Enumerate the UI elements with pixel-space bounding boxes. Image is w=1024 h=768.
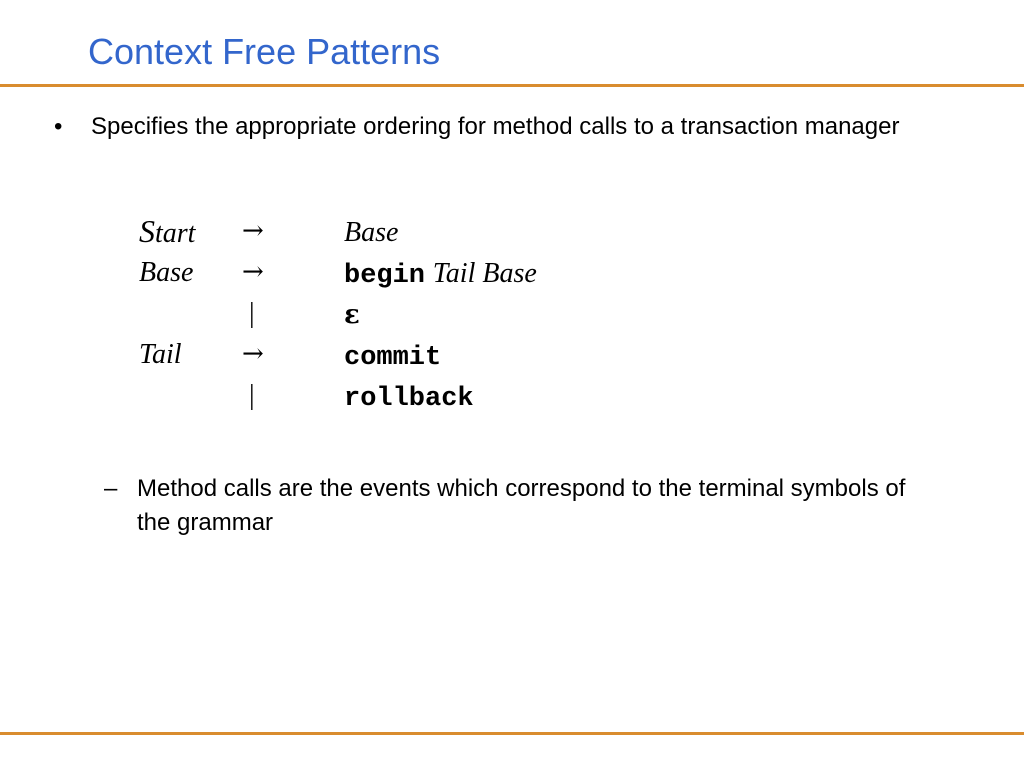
- grammar-rule: [139, 375, 639, 416]
- grammar-lhs-rest: Base: [139, 257, 194, 288]
- grammar-rhs: [344, 375, 474, 420]
- grammar-alternative-bar: |: [249, 298, 255, 329]
- grammar-rhs: [344, 334, 441, 379]
- grammar-terminal: begin: [344, 261, 426, 291]
- grammar-rule: [139, 252, 639, 293]
- grammar-lhs-initial: S: [139, 213, 155, 249]
- grammar-epsilon: ε: [344, 300, 360, 330]
- bullet-marker: •: [54, 113, 63, 140]
- sub-bullet-marker: –: [104, 475, 118, 502]
- grammar-lhs: [139, 211, 195, 254]
- grammar-rhs: [344, 293, 360, 336]
- grammar-block: [139, 211, 639, 416]
- sub-bullet-text: Method calls are the events which correspond to the terminal symbols of the grammar: [137, 475, 906, 536]
- grammar-lhs: [139, 252, 193, 293]
- title-divider: [0, 84, 1024, 87]
- bullet-item: [54, 110, 954, 144]
- footer-divider: [0, 732, 1024, 735]
- sub-bullet-item: [104, 472, 924, 540]
- bullet-text: Specifies the appropriate ordering for method calls to a transaction manager: [91, 113, 900, 140]
- grammar-arrow: →: [242, 216, 264, 246]
- grammar-rule: [139, 334, 639, 375]
- grammar-rule: [139, 211, 639, 252]
- grammar-rhs: [344, 252, 537, 297]
- grammar-terminal: rollback: [344, 384, 474, 414]
- grammar-lhs-rest: Tail: [139, 339, 182, 370]
- grammar-arrow: →: [242, 257, 264, 287]
- grammar-lhs: [139, 334, 182, 375]
- grammar-nonterminal: Base: [344, 217, 399, 248]
- grammar-nonterminal: Tail Base: [432, 258, 537, 289]
- grammar-terminal: commit: [344, 343, 442, 373]
- grammar-rhs: [344, 211, 398, 253]
- grammar-rule: [139, 293, 639, 334]
- grammar-arrow: →: [242, 339, 264, 369]
- slide-title: Context Free Patterns: [88, 31, 441, 72]
- grammar-alternative-bar: |: [249, 380, 255, 411]
- grammar-lhs-rest: tart: [155, 218, 196, 249]
